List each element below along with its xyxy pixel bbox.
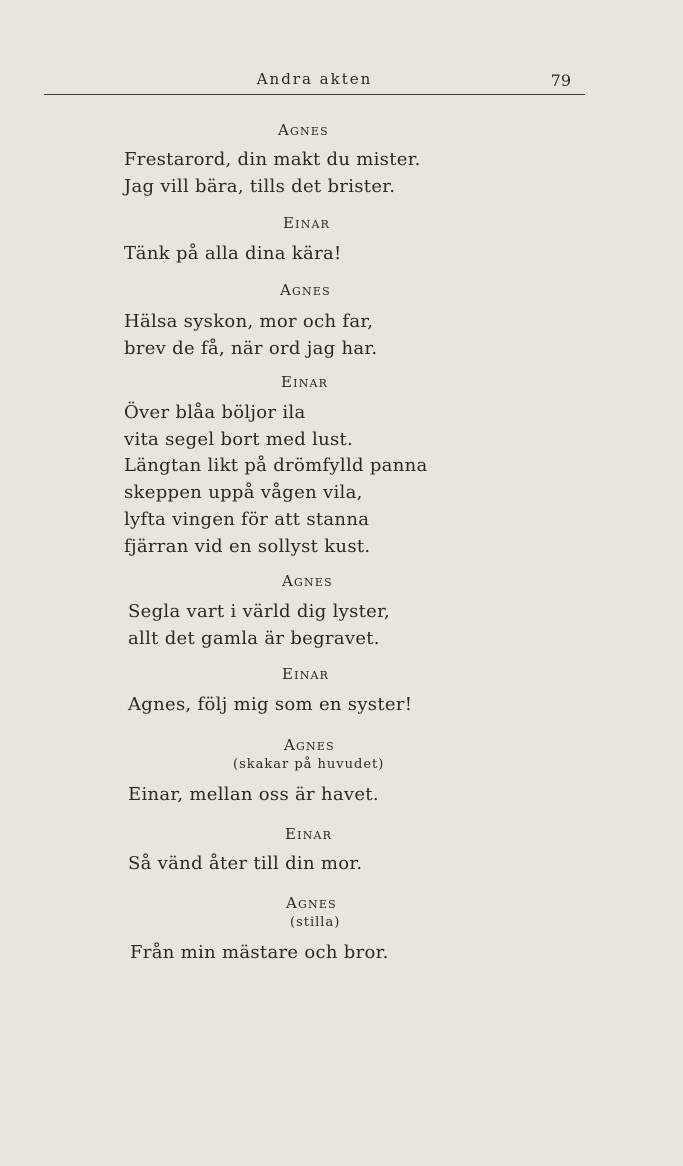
verse-line: lyfta vingen för att stanna	[124, 509, 370, 530]
verse-line: fjärran vid en sollyst kust.	[124, 536, 371, 557]
speaker-name: Agnes	[286, 894, 337, 912]
verse-line: Frestarord, din makt du mister.	[124, 149, 421, 170]
speaker-name: Einar	[285, 825, 333, 843]
stage-direction: (stilla)	[290, 915, 341, 930]
verse-line: Einar, mellan oss är havet.	[128, 784, 379, 805]
verse-line: Agnes, följ mig som en syster!	[128, 694, 413, 715]
verse-line: Jag vill bära, tills det brister.	[124, 176, 396, 197]
speaker-name: Agnes	[284, 736, 335, 754]
stage-direction: (skakar på huvudet)	[233, 757, 385, 772]
page-number: 79	[550, 71, 571, 90]
speaker-name: Einar	[283, 214, 331, 232]
verse-line: allt det gamla är begravet.	[128, 628, 380, 649]
verse-line: Från min mästare och bror.	[130, 942, 389, 963]
verse-line: Så vänd åter till din mor.	[128, 853, 363, 874]
verse-line: Längtan likt på drömfylld panna	[124, 455, 428, 476]
verse-line: Över blåa böljor ila	[124, 402, 306, 423]
verse-line: Hälsa syskon, mor och far,	[124, 311, 374, 332]
running-title: Andra akten	[256, 70, 373, 88]
running-header	[44, 68, 585, 95]
speaker-name: Agnes	[280, 281, 331, 299]
speaker-name: Agnes	[282, 572, 333, 590]
verse-line: vita segel bort med lust.	[124, 429, 354, 450]
speaker-name: Agnes	[278, 121, 329, 139]
verse-line: Tänk på alla dina kära!	[124, 243, 342, 264]
speaker-name: Einar	[282, 665, 330, 683]
verse-line: brev de få, när ord jag har.	[124, 338, 378, 359]
speaker-name: Einar	[281, 373, 329, 391]
verse-line: skeppen uppå vågen vila,	[124, 482, 363, 503]
verse-line: Segla vart i värld dig lyster,	[128, 601, 391, 622]
